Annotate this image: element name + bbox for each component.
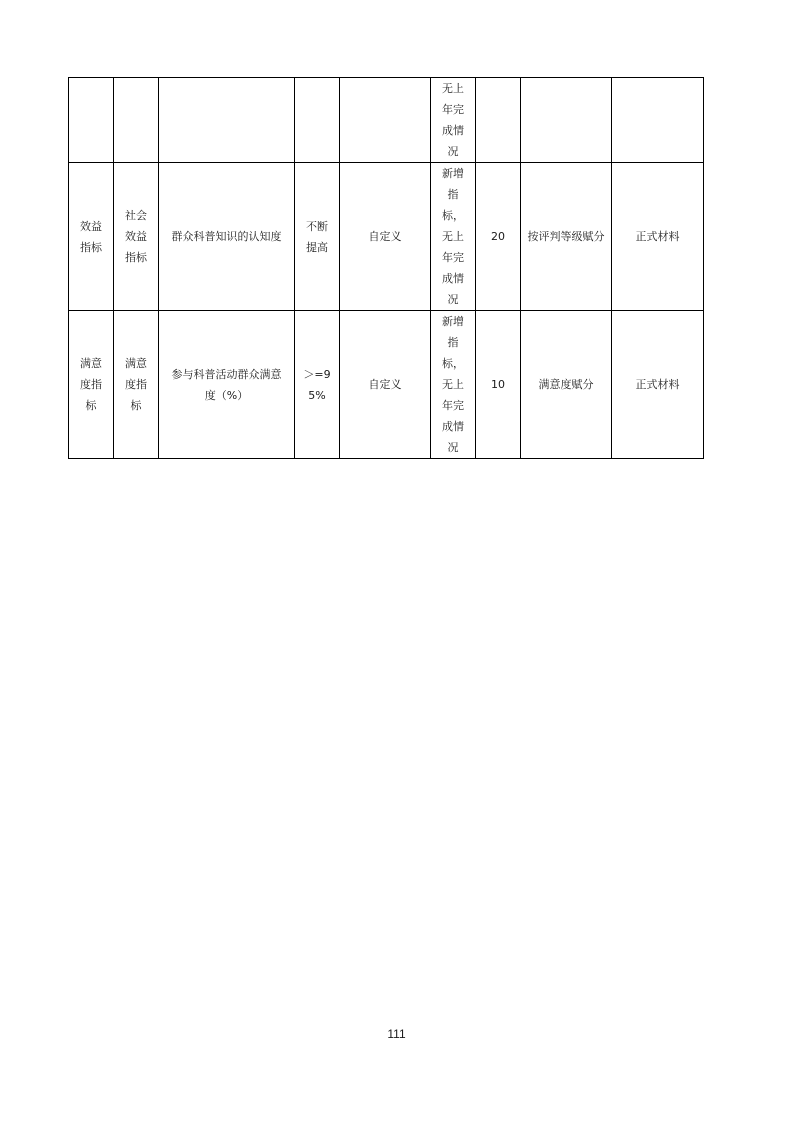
indicator-cell (159, 78, 295, 163)
scoring-cell: 满意度赋分 (521, 311, 612, 459)
indicator-cell: 群众科普知识的认知度 (159, 163, 295, 311)
table-row (69, 163, 704, 311)
basis-cell: 新增指标，无上年完成情况 (431, 163, 476, 311)
weight-cell (476, 78, 521, 163)
target-cell: ＞=95% (295, 311, 340, 459)
page-number: 111 (387, 1027, 406, 1041)
indicator-cell: 参与科普活动群众满意度（%） (159, 311, 295, 459)
evidence-cell (612, 78, 704, 163)
level1-cell (69, 78, 114, 163)
basis-cell: 无上年完成情况 (431, 78, 476, 163)
evidence-cell: 正式材料 (612, 163, 704, 311)
scoring-cell (521, 78, 612, 163)
level2-cell: 满意度指标 (114, 311, 159, 459)
table-row (69, 78, 704, 163)
evidence-cell: 正式材料 (612, 311, 704, 459)
weight-cell: 10 (476, 311, 521, 459)
basis-cell: 新增指标，无上年完成情况 (431, 311, 476, 459)
weight-cell: 20 (476, 163, 521, 311)
source-cell: 自定义 (340, 311, 431, 459)
source-cell: 自定义 (340, 163, 431, 311)
target-cell: 不断提高 (295, 163, 340, 311)
source-cell (340, 78, 431, 163)
target-cell (295, 78, 340, 163)
level1-cell: 满意度指标 (69, 311, 114, 459)
level1-cell: 效益指标 (69, 163, 114, 311)
table-row (69, 311, 704, 459)
scoring-cell: 按评判等级赋分 (521, 163, 612, 311)
level2-cell: 社会效益指标 (114, 163, 159, 311)
performance-indicator-table (68, 77, 704, 459)
level2-cell (114, 78, 159, 163)
